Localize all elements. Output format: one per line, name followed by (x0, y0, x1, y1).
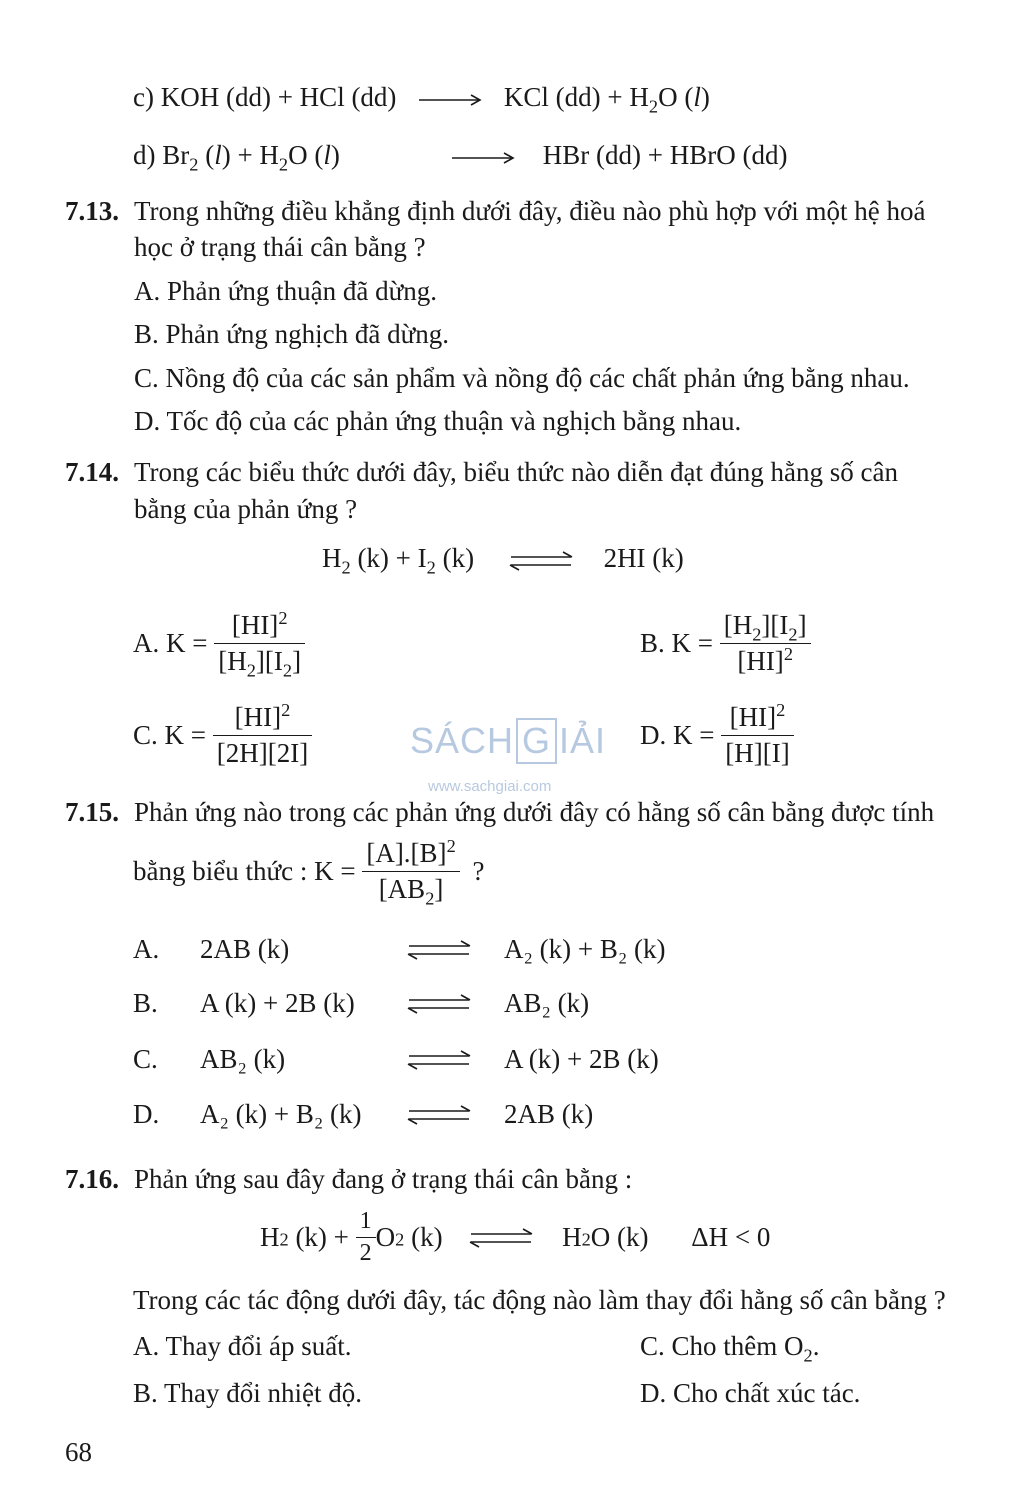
option-7-15-d-right: 2AB (k) (504, 1099, 594, 1129)
option-7-14-d: D. K = $\frac{[HI]^2}{[H][I]}$ (640, 702, 794, 769)
option-7-15-c-left: AB₂ (k) (200, 1044, 286, 1074)
option-7-13-d: D. Tốc độ của các phản ứng thuận và nghịch bằng nhau. (134, 406, 742, 436)
reaction-c (133, 82, 710, 117)
question-number-7-13: 7.13. (65, 196, 119, 226)
option-7-15-d-left: A₂ (k) + B₂ (k) (200, 1099, 362, 1129)
option-7-14-b: B. K = $\frac{[H_2][I_2]}{[HI]^2}$ (640, 610, 811, 677)
question-text-7-13-line1: Trong những điều khẳng định dưới đây, điều nào phù hợp với một hệ hoá (134, 196, 926, 226)
option-7-15-c-right: A (k) + 2B (k) (504, 1044, 659, 1074)
question-text-7-14-line2: bằng của phản ứng ? (134, 494, 358, 524)
fraction-one-half: $\frac{1}{2}$ (356, 1208, 376, 1267)
option-7-15-a-right: A₂ (k) + B₂ (k) (504, 934, 666, 964)
question-text-7-16-prompt: Trong các tác động dưới đây, tác động nào làm thay đổi hằng số cân bằng ? (133, 1285, 946, 1315)
watermark-url: www.sachgiai.com (428, 778, 552, 795)
option-7-16-a: A. Thay đổi áp suất. (133, 1331, 352, 1361)
equilibrium-arrow-icon (405, 940, 473, 960)
question-number-7-16: 7.16. (65, 1164, 119, 1194)
reaction-d-right (450, 140, 787, 171)
enthalpy-change: ΔH < 0 (691, 1222, 771, 1252)
reaction-7-16: $H_2$ (k) + $\frac{1}{2}$ $O_2$ (k) $H_2O$ (k) ΔH < 0 (260, 1208, 771, 1266)
question-text-7-15-expression: bằng biểu thức : K = $\frac{[A].[B]^2}{[AB_2]}$ ? (133, 835, 485, 909)
option-7-15-b-label: B. (133, 988, 158, 1018)
option-7-16-c: C. Cho thêm $O_2$. (640, 1331, 820, 1366)
option-7-16-d: D. Cho chất xúc tác. (640, 1378, 861, 1408)
option-7-13-c: C. Nồng độ của các sản phẩm và nồng độ các chất phản ứng bằng nhau. (134, 363, 910, 393)
option-7-15-a-label: A. (133, 934, 160, 964)
option-7-16-b: B. Thay đổi nhiệt độ. (133, 1378, 362, 1408)
fraction-a: $\frac{[HI]^2}{[H_2][I_2]}$ (214, 610, 305, 677)
arrow-right-icon (417, 93, 483, 107)
question-text-7-14-line1: Trong các biểu thức dưới đây, biểu thức nào diễn đạt đúng hằng số cân (134, 457, 899, 487)
reaction-d-products: HBr (dd) + HBrO (dd) (542, 140, 788, 170)
question-number-7-15: 7.15. (65, 797, 119, 827)
equilibrium-arrow-icon (405, 994, 473, 1014)
watermark-logo: SÁCH G IẢI (410, 718, 606, 764)
reaction-d (133, 140, 340, 175)
option-7-14-a: A. K = $\frac{[HI]^2}{[H_2][I_2]}$ (133, 610, 305, 677)
arrow-right-icon (450, 151, 516, 165)
option-7-15-b-left: A (k) + 2B (k) (200, 988, 355, 1018)
page-number: 68 (65, 1437, 92, 1467)
question-text-7-13-line2: học ở trạng thái cân bằng ? (134, 232, 426, 262)
option-7-15-a-left: 2AB (k) (200, 934, 290, 964)
reaction-c-products: KCl $(dd) + H_2O$ (l) (503, 82, 710, 117)
option-7-14-c: C. K = $\frac{[HI]^2}{[2H][2I]}$ (133, 702, 312, 769)
question-text-7-16-line1: Phản ứng sau đây đang ở trạng thái cân bằng : (134, 1164, 633, 1194)
option-7-15-c-label: C. (133, 1044, 158, 1074)
equilibrium-arrow-icon (405, 1050, 473, 1070)
question-number-7-14: 7.14. (65, 457, 119, 487)
fraction-7-15: $\frac{[A].[B]^2}{[AB_2]}$ (362, 838, 459, 905)
question-text-7-15-line1: Phản ứng nào trong các phản ứng dưới đây có hằng số cân bằng được tính (134, 797, 935, 827)
option-7-15-b-right: AB₂ (k) (504, 988, 590, 1018)
option-7-15-d-label: D. (133, 1099, 160, 1129)
fraction-b: $\frac{[H_2][I_2]}{[HI]^2}$ (720, 610, 811, 677)
option-7-13-a: A. Phản ứng thuận đã dừng. (134, 276, 437, 306)
reaction-c-reactants: c) KOH (dd) + HCl (dd) (133, 82, 397, 112)
equilibrium-arrow-icon (467, 1228, 535, 1248)
fraction-d: $\frac{[HI]^2}{[H][I]}$ (721, 702, 793, 769)
equilibrium-arrow-icon (507, 551, 575, 571)
reaction-7-14: $H_2$ $(k) + I_2$ (k) 2HI (k) (322, 543, 684, 578)
option-7-13-b: B. Phản ứng nghịch đã dừng. (134, 319, 449, 349)
fraction-c: $\frac{[HI]^2}{[2H][2I]}$ (213, 702, 312, 769)
equilibrium-arrow-icon (405, 1105, 473, 1125)
reaction-d-reactants: d) $Br_2$ $(l) + H_2O$ (l) (133, 140, 340, 175)
